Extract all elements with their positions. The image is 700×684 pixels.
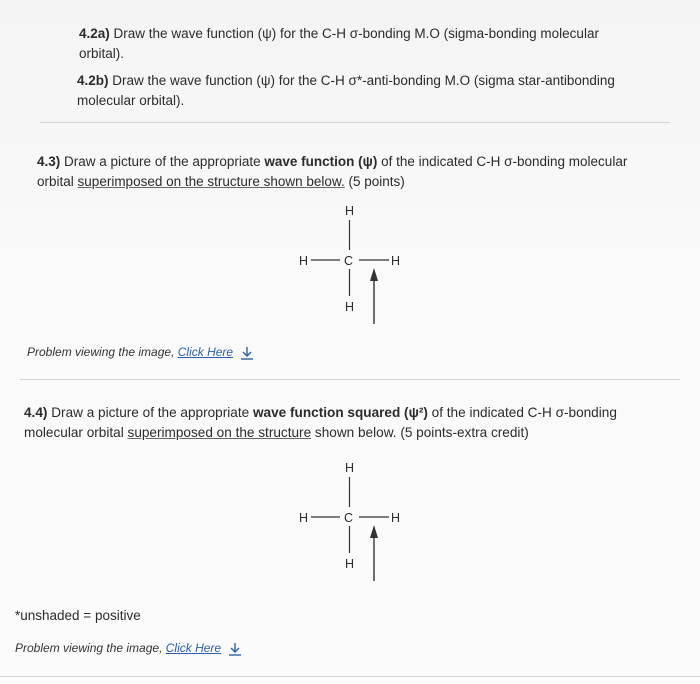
atom-h-bottom: H	[345, 300, 355, 314]
atom-h-top: H	[345, 204, 355, 218]
atom-c: C	[344, 511, 354, 525]
indicator-arrow-head	[370, 268, 378, 281]
divider	[0, 676, 700, 677]
ch4-structure-1	[285, 200, 425, 330]
atom-h-left: H	[299, 254, 309, 268]
divider	[20, 379, 680, 380]
question-text: Draw the wave function (ψ) for the C-H σ-bonding M.O (sigma-bonding molecular	[113, 26, 599, 41]
download-icon[interactable]	[228, 642, 242, 656]
ch4-structure-2	[285, 457, 425, 587]
question-4-3	[37, 152, 687, 192]
question-text: Draw a picture of the appropriate	[64, 154, 261, 169]
question-text-cont: molecular orbital).	[77, 93, 185, 108]
question-underlined: superimposed on the structure	[127, 425, 312, 440]
question-text-cont: orbital	[37, 174, 74, 189]
question-text: of the indicated C-H σ-bonding	[431, 405, 617, 420]
atom-h-right: H	[391, 511, 401, 525]
atom-h-right: H	[391, 254, 401, 268]
question-text: Draw a picture of the appropriate	[51, 405, 250, 420]
question-4-2b	[77, 71, 687, 111]
question-bold-term: wave function squared (ψ²)	[252, 405, 428, 420]
question-points: (5 points)	[348, 174, 405, 189]
click-here-link[interactable]: Click Here	[165, 641, 222, 655]
question-text-cont: shown below. (5 points-extra credit)	[314, 425, 529, 440]
question-label: 4.4)	[24, 405, 48, 420]
problem-viewing-note	[15, 641, 242, 656]
atom-c: C	[344, 254, 354, 268]
question-label: 4.2a)	[79, 26, 110, 41]
question-underlined: superimposed on the structure shown below.	[77, 174, 345, 189]
note-prefix: Problem viewing the image,	[15, 641, 163, 655]
indicator-arrow-head	[370, 525, 378, 538]
question-bold-term: wave function (ψ)	[264, 154, 378, 169]
question-label: 4.2b)	[77, 73, 109, 88]
question-text: Draw the wave function (ψ) for the C-H σ*-anti-bonding M.O (sigma star-antibonding	[112, 73, 615, 88]
question-text-cont: orbital).	[79, 46, 125, 61]
atom-h-left: H	[299, 511, 309, 525]
click-here-link[interactable]: Click Here	[177, 345, 234, 359]
atom-h-bottom: H	[345, 557, 355, 571]
download-icon[interactable]	[240, 346, 254, 360]
question-4-2a	[79, 24, 679, 64]
atom-h-top: H	[345, 461, 355, 475]
question-text: of the indicated C-H σ-bonding molecular	[381, 154, 628, 169]
divider	[40, 122, 670, 123]
footnote: *unshaded = positive	[15, 608, 141, 623]
note-prefix: Problem viewing the image,	[27, 345, 175, 359]
question-text-cont: molecular orbital	[24, 425, 124, 440]
question-label: 4.3)	[37, 154, 61, 169]
question-4-4	[24, 403, 694, 443]
problem-viewing-note	[27, 345, 254, 360]
